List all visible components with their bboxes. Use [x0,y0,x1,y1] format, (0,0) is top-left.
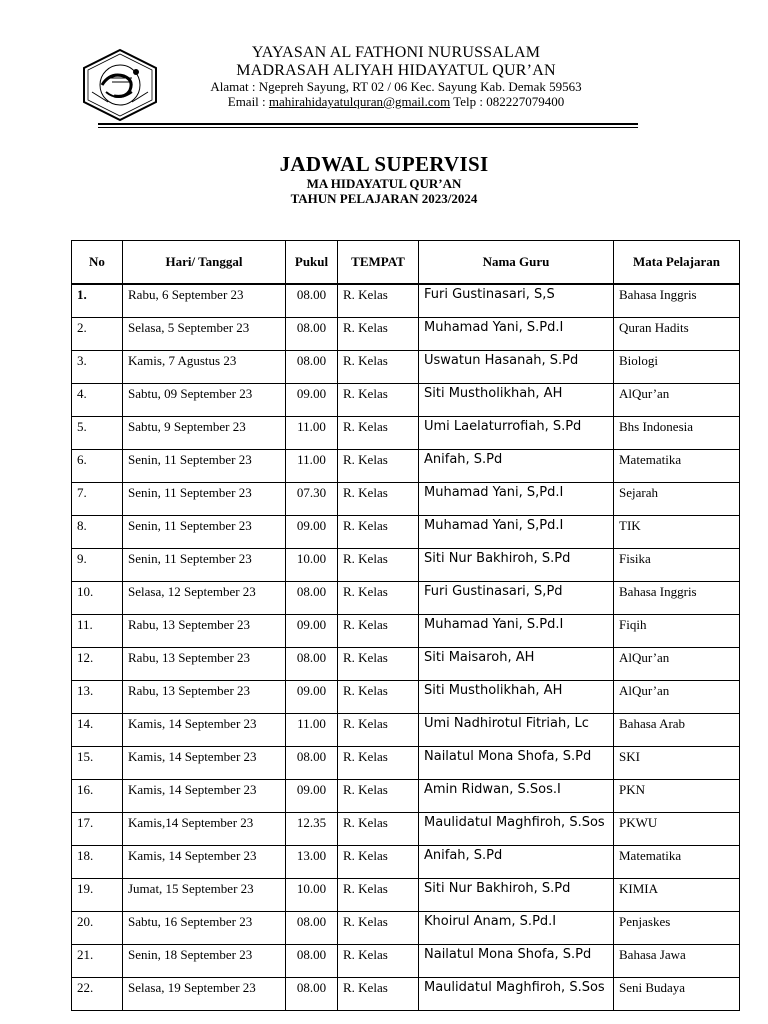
table-row [72,582,740,615]
cell-teacher-name: Siti Maisaroh, AH [419,648,614,681]
table-row [72,284,740,318]
cell-day-date: Senin, 11 September 23 [123,516,286,549]
header-day-date: Hari/ Tanggal [123,241,286,285]
email-label: Email : [227,94,269,109]
cell-place: R. Kelas [338,945,419,978]
cell-time: 10.00 [286,549,338,582]
cell-time: 08.00 [286,284,338,318]
cell-teacher-name: Siti Mustholikhah, AH [419,681,614,714]
cell-place: R. Kelas [338,912,419,945]
cell-day-date: Selasa, 19 September 23 [123,978,286,1011]
cell-no: 6. [72,450,123,483]
cell-time: 09.00 [286,384,338,417]
cell-time: 11.00 [286,417,338,450]
cell-time: 09.00 [286,681,338,714]
table-row [72,747,740,780]
cell-day-date: Senin, 11 September 23 [123,450,286,483]
table-row [72,417,740,450]
cell-subject: Bahasa Inggris [614,284,740,318]
cell-teacher-name: Anifah, S.Pd [419,846,614,879]
table-body [72,284,740,1011]
table-header-row [72,241,740,285]
cell-teacher-name: Siti Nur Bakhiroh, S.Pd [419,549,614,582]
cell-subject: Quran Hadits [614,318,740,351]
document-heading [0,152,768,206]
cell-time: 13.00 [286,846,338,879]
cell-teacher-name: Anifah, S.Pd [419,450,614,483]
cell-no: 19. [72,879,123,912]
cell-day-date: Senin, 18 September 23 [123,945,286,978]
header-teacher-name: Nama Guru [419,241,614,285]
cell-subject: Sejarah [614,483,740,516]
cell-no: 17. [72,813,123,846]
table-row [72,450,740,483]
cell-day-date: Rabu, 13 September 23 [123,648,286,681]
table-row [72,813,740,846]
cell-teacher-name: Furi Gustinasari, S,Pd [419,582,614,615]
cell-place: R. Kelas [338,978,419,1011]
table-row [72,681,740,714]
table-row [72,384,740,417]
letterhead-divider-thick [98,123,638,125]
cell-place: R. Kelas [338,549,419,582]
cell-place: R. Kelas [338,284,419,318]
cell-no: 9. [72,549,123,582]
email-link[interactable]: mahirahidayatulquran@gmail.com [268,94,451,109]
cell-place: R. Kelas [338,714,419,747]
cell-time: 08.00 [286,747,338,780]
cell-day-date: Senin, 11 September 23 [123,549,286,582]
cell-day-date: Selasa, 5 September 23 [123,318,286,351]
cell-place: R. Kelas [338,846,419,879]
cell-day-date: Kamis,14 September 23 [123,813,286,846]
cell-teacher-name: Muhamad Yani, S,Pd.I [419,483,614,516]
cell-time: 08.00 [286,318,338,351]
cell-time: 11.00 [286,714,338,747]
cell-teacher-name: Umi Nadhirotul Fitriah, Lc [419,714,614,747]
cell-time: 09.00 [286,516,338,549]
cell-teacher-name: Khoirul Anam, S.Pd.I [419,912,614,945]
cell-day-date: Senin, 11 September 23 [123,483,286,516]
cell-subject: Penjaskes [614,912,740,945]
cell-no: 12. [72,648,123,681]
cell-subject: Bahasa Inggris [614,582,740,615]
cell-place: R. Kelas [338,747,419,780]
cell-time: 08.00 [286,582,338,615]
cell-no: 14. [72,714,123,747]
cell-place: R. Kelas [338,582,419,615]
table-row [72,483,740,516]
cell-time: 09.00 [286,780,338,813]
cell-day-date: Kamis, 14 September 23 [123,714,286,747]
cell-day-date: Sabtu, 9 September 23 [123,417,286,450]
cell-no: 10. [72,582,123,615]
cell-time: 08.00 [286,978,338,1011]
school-name: MADRASAH ALIYAH HIDAYATUL QUR’AN [236,62,556,79]
table-row [72,714,740,747]
table-row [72,615,740,648]
cell-place: R. Kelas [338,483,419,516]
header-place: TEMPAT [338,241,419,285]
foundation-name: YAYASAN AL FATHONI NURUSSALAM [251,44,541,61]
cell-time: 12.35 [286,813,338,846]
cell-no: 15. [72,747,123,780]
cell-day-date: Jumat, 15 September 23 [123,879,286,912]
cell-place: R. Kelas [338,780,419,813]
document-subtitle-school: MA HIDAYATUL QUR’AN [306,176,462,191]
cell-no: 21. [72,945,123,978]
cell-no: 22. [72,978,123,1011]
cell-teacher-name: Maulidatul Maghfiroh, S.Sos [419,978,614,1011]
cell-time: 08.00 [286,648,338,681]
cell-day-date: Sabtu, 16 September 23 [123,912,286,945]
header-no: No [72,241,123,285]
cell-subject: Bhs Indonesia [614,417,740,450]
header-time: Pukul [286,241,338,285]
cell-day-date: Kamis, 7 Agustus 23 [123,351,286,384]
table-row [72,516,740,549]
cell-subject: Matematika [614,846,740,879]
cell-no: 18. [72,846,123,879]
table-row [72,549,740,582]
document-subtitle-year: TAHUN PELAJARAN 2023/2024 [290,191,478,206]
cell-place: R. Kelas [338,681,419,714]
cell-place: R. Kelas [338,516,419,549]
cell-day-date: Selasa, 12 September 23 [123,582,286,615]
cell-no: 16. [72,780,123,813]
cell-no: 4. [72,384,123,417]
cell-subject: Bahasa Arab [614,714,740,747]
cell-day-date: Kamis, 14 September 23 [123,747,286,780]
table-row [72,648,740,681]
table-row [72,945,740,978]
cell-subject: Biologi [614,351,740,384]
cell-subject: Fisika [614,549,740,582]
cell-time: 11.00 [286,450,338,483]
cell-subject: PKN [614,780,740,813]
cell-teacher-name: Furi Gustinasari, S,S [419,284,614,318]
table-row [72,318,740,351]
header-subject: Mata Pelajaran [614,241,740,285]
cell-time: 08.00 [286,945,338,978]
cell-teacher-name: Umi Laelaturrofiah, S.Pd [419,417,614,450]
cell-day-date: Rabu, 6 September 23 [123,284,286,318]
cell-teacher-name: Muhamad Yani, S.Pd.I [419,318,614,351]
cell-teacher-name: Nailatul Mona Shofa, S.Pd [419,747,614,780]
cell-day-date: Rabu, 13 September 23 [123,681,286,714]
cell-day-date: Kamis, 14 September 23 [123,846,286,879]
cell-subject: Fiqih [614,615,740,648]
cell-subject: AlQur’an [614,384,740,417]
cell-no: 5. [72,417,123,450]
cell-place: R. Kelas [338,813,419,846]
school-address: Alamat : Ngepreh Sayung, RT 02 / 06 Kec. Sayung Kab. Demak 59563 [210,79,582,94]
cell-teacher-name: Amin Ridwan, S.Sos.I [419,780,614,813]
letterhead [80,44,640,126]
cell-place: R. Kelas [338,318,419,351]
cell-teacher-name: Muhamad Yani, S.Pd.I [419,615,614,648]
table-row [72,780,740,813]
cell-no: 13. [72,681,123,714]
cell-place: R. Kelas [338,879,419,912]
cell-time: 09.00 [286,615,338,648]
cell-place: R. Kelas [338,450,419,483]
cell-subject: KIMIA [614,879,740,912]
table-row [72,879,740,912]
cell-subject: Matematika [614,450,740,483]
cell-time: 10.00 [286,879,338,912]
cell-subject: PKWU [614,813,740,846]
cell-no: 2. [72,318,123,351]
table-row [72,912,740,945]
cell-subject: Seni Budaya [614,978,740,1011]
cell-subject: AlQur’an [614,648,740,681]
cell-teacher-name: Nailatul Mona Shofa, S.Pd [419,945,614,978]
cell-time: 08.00 [286,912,338,945]
cell-time: 07.30 [286,483,338,516]
school-logo-icon [80,48,160,122]
cell-teacher-name: Uswatun Hasanah, S.Pd [419,351,614,384]
cell-day-date: Kamis, 14 September 23 [123,780,286,813]
cell-teacher-name: Muhamad Yani, S,Pd.I [419,516,614,549]
cell-teacher-name: Siti Mustholikhah, AH [419,384,614,417]
cell-subject: AlQur’an [614,681,740,714]
letterhead-divider-thin [98,127,638,128]
cell-day-date: Sabtu, 09 September 23 [123,384,286,417]
cell-subject: Bahasa Jawa [614,945,740,978]
cell-no: 20. [72,912,123,945]
table-row [72,351,740,384]
cell-time: 08.00 [286,351,338,384]
table-row [72,846,740,879]
cell-teacher-name: Maulidatul Maghfiroh, S.Sos [419,813,614,846]
cell-no: 1. [72,284,123,318]
cell-place: R. Kelas [338,615,419,648]
cell-subject: SKI [614,747,740,780]
cell-place: R. Kelas [338,648,419,681]
supervision-schedule-table [71,240,740,1011]
cell-no: 3. [72,351,123,384]
cell-no: 8. [72,516,123,549]
cell-teacher-name: Siti Nur Bakhiroh, S.Pd [419,879,614,912]
cell-place: R. Kelas [338,351,419,384]
cell-day-date: Rabu, 13 September 23 [123,615,286,648]
cell-subject: TIK [614,516,740,549]
document-title: JADWAL SUPERVISI [279,152,489,176]
contact-line [166,94,626,109]
cell-place: R. Kelas [338,384,419,417]
cell-no: 11. [72,615,123,648]
table-row [72,978,740,1011]
cell-no: 7. [72,483,123,516]
phone-text: Telp : 082227079400 [450,94,565,109]
cell-place: R. Kelas [338,417,419,450]
